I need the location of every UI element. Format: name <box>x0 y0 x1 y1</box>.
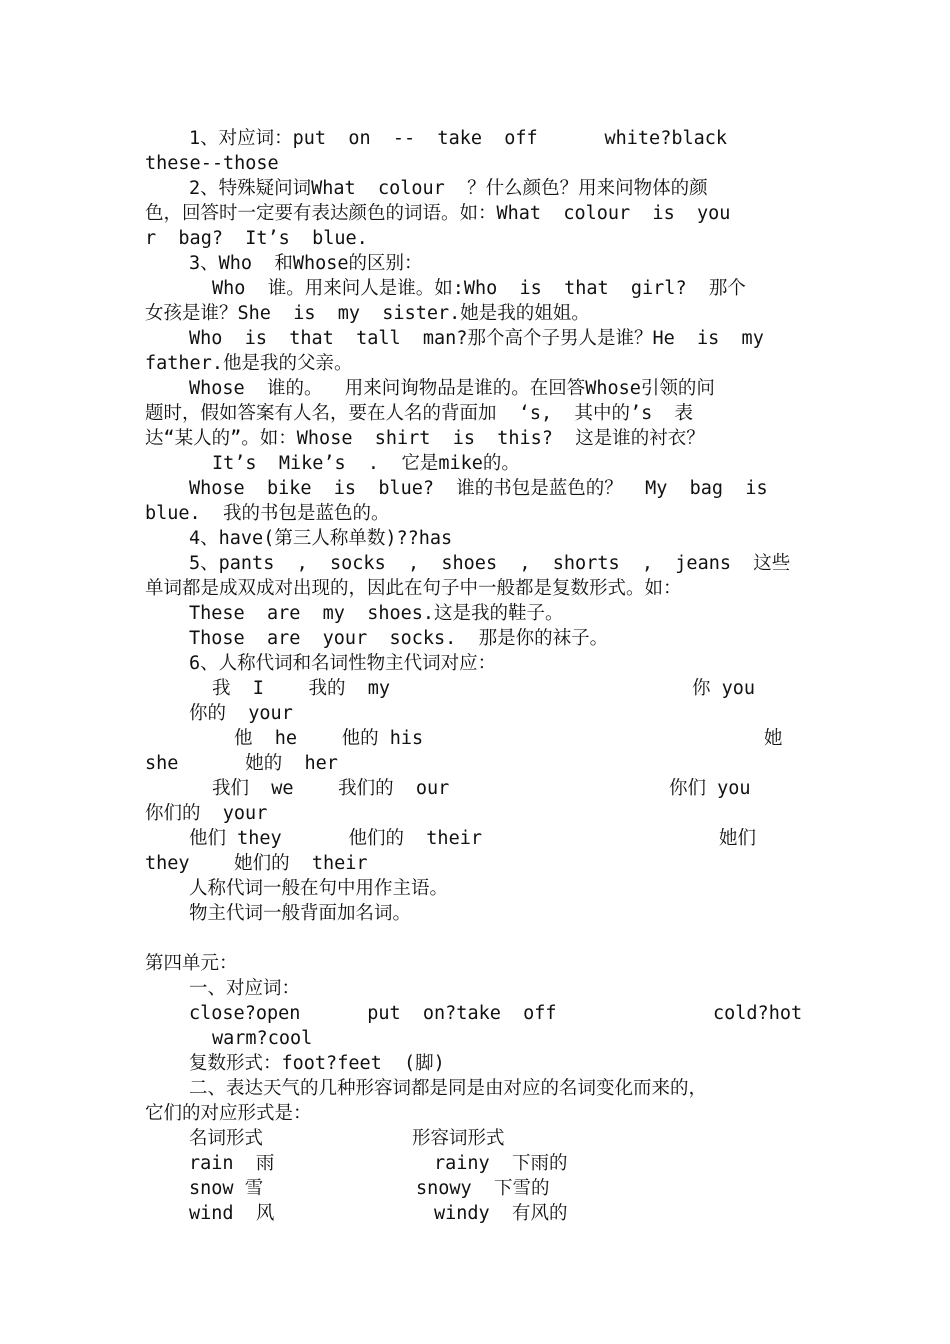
table-header-noun: 名词形式 <box>189 1128 264 1149</box>
line-18: 5、pants , socks , shoes , shorts , jeans 这些 <box>189 553 791 574</box>
line-34: 一、对应词： <box>189 978 301 999</box>
table-row-noun: wind 风 <box>189 1203 275 1224</box>
table-row-adjective: rainy 下雨的 <box>434 1153 568 1174</box>
table-row-noun: rain 雨 <box>189 1153 275 1174</box>
line-10: father.他是我的父亲。 <box>145 353 353 374</box>
line-23: 我 I 我的 my <box>212 678 391 699</box>
table-row-noun: snow 雪 <box>189 1178 264 1199</box>
line-35-right: cold?hot <box>713 1003 803 1024</box>
line-14: It’s Mike’s . 它是mike的。 <box>212 453 520 474</box>
table-header-adjective: 形容词形式 <box>412 1128 505 1149</box>
line-31: 人称代词一般在句中用作主语。 <box>189 878 449 899</box>
line-12: 题时，假如答案有人名，要在人名的背面加 ‘s, 其中的’s 表 <box>145 403 694 424</box>
line-27-right: 你们 you <box>669 778 751 799</box>
line-17: 4、have(第三人称单数)??has <box>189 528 453 549</box>
line-27: 我们 we 我们的 our <box>212 778 450 799</box>
line-26: she 她的 her <box>145 753 338 774</box>
line-36: warm?cool <box>212 1028 313 1049</box>
line-13: 达“某人的”。如：Whose shirt is this? 这是谁的衬衣？ <box>145 428 705 449</box>
line-2: these--those <box>145 153 279 174</box>
line-22: 6、人称代词和名词性物主代词对应： <box>189 653 497 674</box>
line-38: 二、表达天气的几种形容词都是同是由对应的名词变化而来的， <box>189 1078 708 1099</box>
line-28: 你们的 your <box>145 803 268 824</box>
line-3: 2、特殊疑问词What colour ？什么颜色？用来问物体的颜 <box>189 178 708 199</box>
line-9: Who is that tall man?那个高个子男人是谁？He is my <box>189 328 764 349</box>
line-35: close?open put on?take off <box>189 1003 557 1024</box>
line-15: Whose bike is blue? 谁的书包是蓝色的？ My bag is <box>189 478 768 499</box>
line-30: they 她们的 their <box>145 853 368 874</box>
line-5: r bag? It’s blue. <box>145 228 368 249</box>
section-heading: 第四单元： <box>145 953 238 974</box>
table-row-adjective: windy 有风的 <box>434 1203 568 1224</box>
line-21: Those are your socks. 那是你的袜子。 <box>189 628 609 649</box>
line-7: Who 谁。用来问人是谁。如:Who is that girl? 那个 <box>212 278 746 299</box>
table-row-adjective: snowy 下雪的 <box>416 1178 550 1199</box>
line-16: blue. 我的书包是蓝色的。 <box>145 503 390 524</box>
line-29-right: 她们 <box>719 828 757 849</box>
line-4: 色，回答时一定要有表达颜色的词语。如：What colour is you <box>145 203 731 224</box>
line-24: 你的 your <box>189 703 293 724</box>
line-8: 女孩是谁？She is my sister.她是我的姐姐。 <box>145 303 590 324</box>
line-1: 1、对应词：put on -- take off white?black <box>189 128 728 149</box>
line-32: 物主代词一般背面加名词。 <box>189 903 412 924</box>
line-39: 它们的对应形式是： <box>145 1103 312 1124</box>
line-20: These are my shoes.这是我的鞋子。 <box>189 603 564 624</box>
line-29: 他们 they 他们的 their <box>189 828 482 849</box>
line-11: Whose 谁的。 用来问询物品是谁的。在回答Whose引领的问 <box>189 378 715 399</box>
line-23-right: 你 you <box>692 678 756 699</box>
line-19: 单词都是成双成对出现的，因此在句子中一般都是复数形式。如： <box>145 578 682 599</box>
line-37: 复数形式：foot?feet (脚) <box>189 1053 445 1074</box>
line-6: 3、Who 和Whose的区别： <box>189 253 423 274</box>
line-25-right: 她 <box>764 728 783 749</box>
line-25: 他 he 他的 his <box>234 728 424 749</box>
